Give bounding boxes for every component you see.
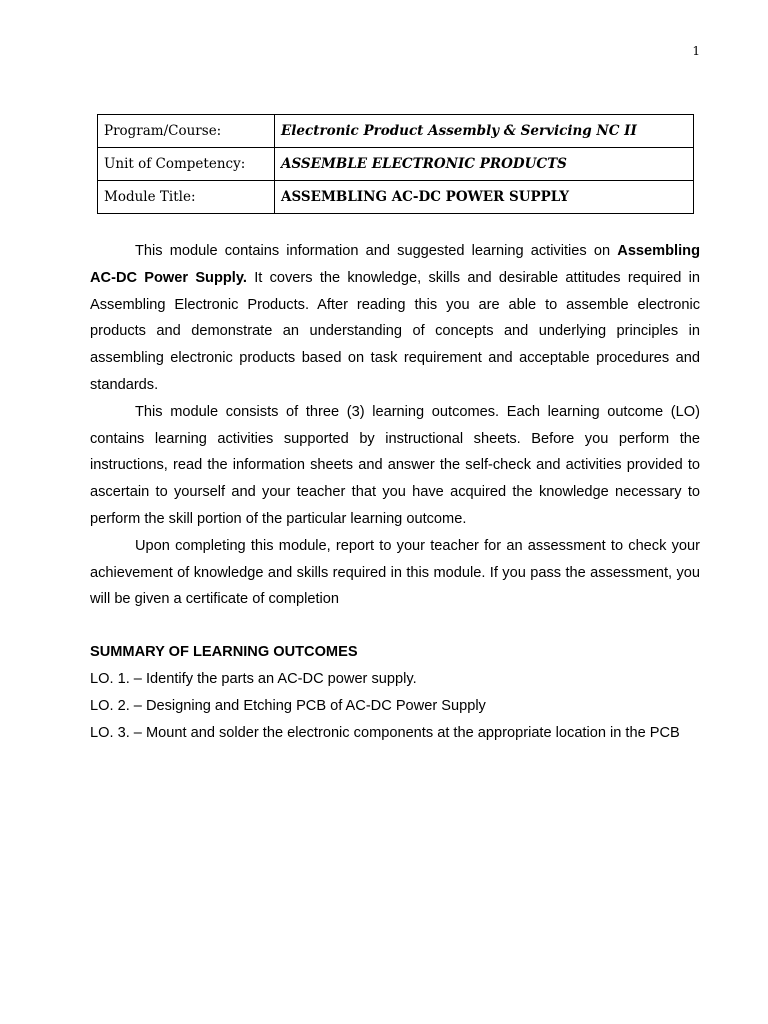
program-course-value: Electronic Product Assembly & Servicing NC II — [275, 115, 694, 148]
intro-paragraph-1-start: This module contains information and suggested learning activities on — [135, 243, 618, 259]
intro-paragraph-1-rest: It covers the knowledge, skills and desirable attitudes required in Assembling Electronic Products. After reading this you are able to assemble electronic products and demonstrate an understanding of concepts and underlying principles in assembling electronic products based on task requirement and acceptable procedures and standards. — [90, 269, 700, 393]
program-course-label: Program/Course: — [98, 115, 275, 148]
table-row — [98, 181, 694, 214]
table-row — [98, 148, 694, 181]
module-title-label: Module Title: — [98, 181, 275, 214]
table-row — [98, 115, 694, 148]
list-item: LO. 1. – Identify the parts an AC-DC power supply. — [90, 670, 417, 687]
list-item: LO. 3. – Mount and solder the electronic components at the appropriate location in the PCB — [90, 724, 680, 741]
list-item: LO. 2. – Designing and Etching PCB of AC-DC Power Supply — [90, 697, 486, 714]
unit-of-competency-label: Unit of Competency: — [98, 148, 275, 181]
learning-outcomes-list — [90, 666, 700, 746]
summary-heading: SUMMARY OF LEARNING OUTCOMES — [90, 644, 358, 661]
intro-paragraph-2: This module consists of three (3) learning outcomes. Each learning outcome (LO) contains learning activities supported by instructional sheets. Before you perform the instructions, read the information sheets and answer the self-check and activities provided to ascertain to yourself and your teacher that you have acquired the knowledge necessary to perform the skill portion of the particular learning outcome. — [90, 403, 700, 527]
module-name-emphasis: Assembling AC-DC Power Supply. — [90, 243, 700, 286]
module-title-value: ASSEMBLING AC-DC POWER SUPPLY — [275, 181, 694, 214]
page-number: 1 — [692, 44, 700, 58]
intro-paragraph-1 — [90, 238, 700, 399]
intro-paragraph-3: Upon completing this module, report to your teacher for an assessment to check your achievement of knowledge and skills required in this module. If you pass the assessment, you will be given a certificate of completion — [90, 537, 700, 608]
unit-of-competency-value: ASSEMBLE ELECTRONIC PRODUCTS — [275, 148, 694, 181]
module-info-table — [97, 114, 694, 214]
module-body — [90, 238, 700, 746]
